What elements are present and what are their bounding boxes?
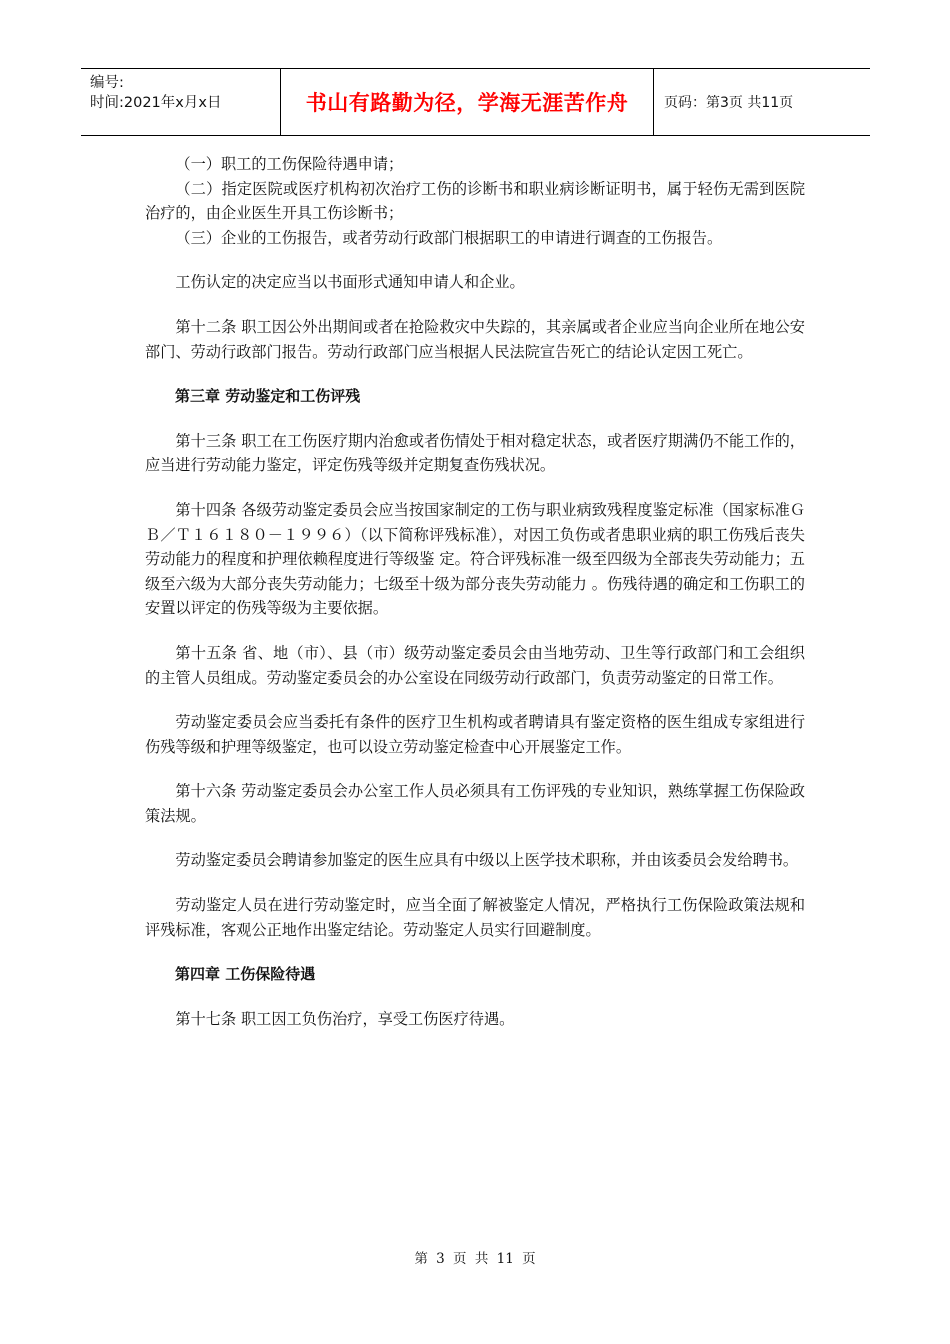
page-header [81, 68, 870, 136]
number-label: 编号: [90, 75, 124, 91]
article-16: 第十六条 劳动鉴定委员会办公室工作人员必须具有工伤评残的专业知识，熟练掌握工伤保险政策法规。 [145, 782, 805, 825]
page-footer: 第 3 页 共 11 页 [414, 1251, 536, 1267]
paragraph: 劳动鉴定委员会聘请参加鉴定的医生应具有中级以上医学技术职称，并由该委员会发给聘书。 [175, 851, 799, 870]
paragraph: 劳动鉴定人员在进行劳动鉴定时，应当全面了解被鉴定人情况，严格执行工伤保险政策法规和评残标准，客观公正地作出鉴定结论。劳动鉴定人员实行回避制度。 [145, 896, 805, 939]
paragraph: （二）指定医院或医疗机构初次治疗工伤的诊断书和职业病诊断证明书，属于轻伤无需到医院治疗的，由企业医生开具工伤诊断书； [145, 179, 805, 223]
article-14: 第十四条 各级劳动鉴定委员会应当按国家制定的工伤与职业病致残程度鉴定标准（国家标准ＧＢ／Ｔ１６１８０－１９９６）（以下简称评残标准），对因工负伤或者患职业病的职工伤残后丧失劳动能力的程度和护理依赖程度进行等级鉴 定。符合评残标准一级至四级为全部丧失劳动能力；五级至六级为大部分丧失劳动能力；七级至十级为部分丧失劳动能力 。伤残待遇的确定和工伤职工的安置以评定的伤残等级为主要依据。 [145, 500, 805, 618]
chapter-4-heading: 第四章 工伤保险待遇 [175, 965, 316, 984]
article-13: 第十三条 职工在工伤医疗期内治愈或者伤情处于相对稳定状态，或者医疗期满仍不能工作的，应当进行劳动能力鉴定，评定伤残等级并定期复查伤残状况。 [145, 431, 805, 475]
paragraph: （三）企业的工伤报告，或者劳动行政部门根据职工的申请进行调查的工伤报告。 [175, 228, 723, 247]
paragraph: 工伤认定的决定应当以书面形式通知申请人和企业。 [175, 273, 525, 292]
chapter-3-heading: 第三章 劳动鉴定和工伤评残 [175, 387, 361, 406]
article-17: 第十七条 职工因工负伤治疗，享受工伤医疗待遇。 [175, 1009, 515, 1028]
header-meta [81, 69, 281, 135]
document-body [145, 152, 805, 1031]
header-page-info: 页码：第3页 共11页 [664, 95, 794, 111]
header-motto: 书山有路勤为径，学海无涯苦作舟 [281, 69, 654, 135]
time-label: 时间:2021年x月x日 [90, 95, 222, 111]
paragraph: （一）职工的工伤保险待遇申请； [175, 155, 404, 173]
article-12: 第十二条 职工因公外出期间或者在抢险救灾中失踪的，其亲属或者企业应当向企业所在地公安部门、劳动行政部门报告。劳动行政部门应当根据人民法院宣告死亡的结论认定因工死亡。 [145, 317, 805, 361]
paragraph: 劳动鉴定委员会应当委托有条件的医疗卫生机构或者聘请具有鉴定资格的医生组成专家组进行伤残等级和护理等级鉴定，也可以设立劳动鉴定检查中心开展鉴定工作。 [145, 713, 805, 756]
article-15: 第十五条 省、地（市）、县（市）级劳动鉴定委员会由当地劳动、卫生等行政部门和工会组织的主管人员组成。劳动鉴定委员会的办公室设在同级劳动行政部门，负责劳动鉴定的日常工作。 [145, 643, 805, 687]
